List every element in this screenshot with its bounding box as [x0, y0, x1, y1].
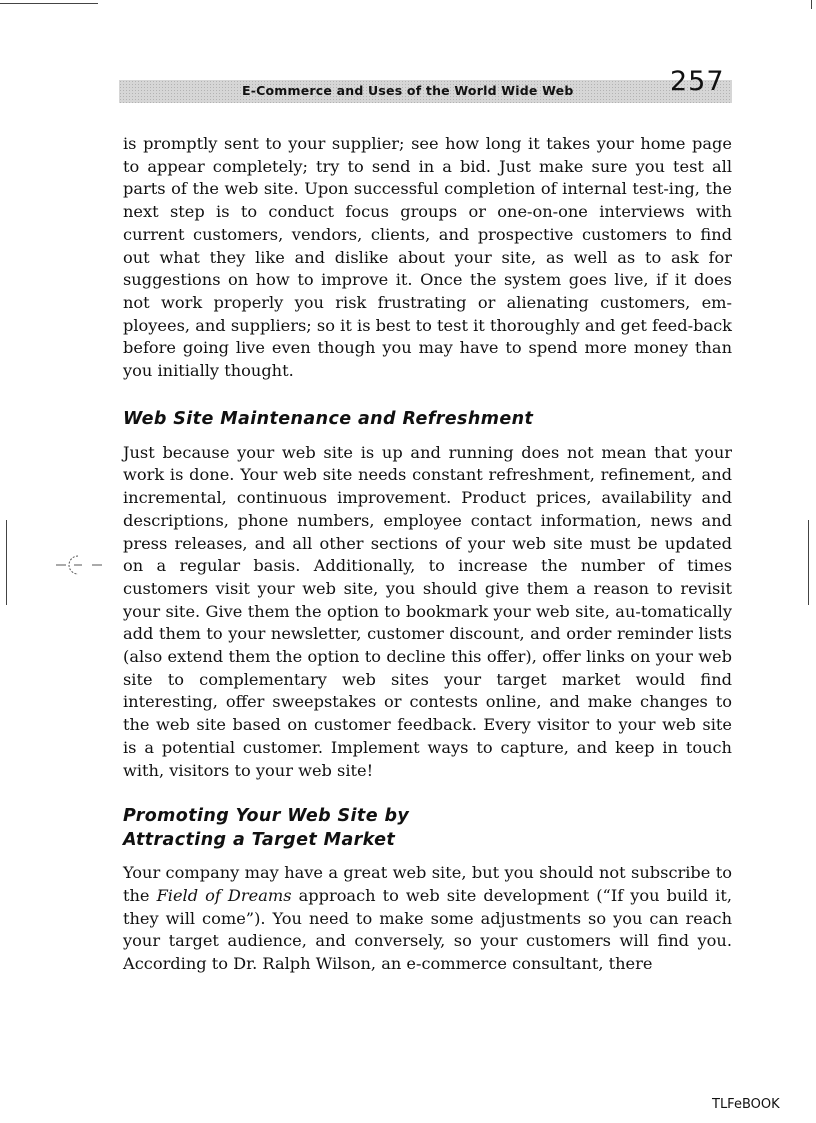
page-body [123, 133, 732, 976]
page-number: 257 [670, 66, 725, 97]
crop-mark-top-right [811, 0, 812, 9]
crop-mark-left [6, 520, 7, 605]
section-heading-promoting-line2: Attracting a Target Market [123, 830, 396, 851]
registration-mark-icon [56, 552, 104, 578]
crop-mark-right [808, 520, 809, 605]
book-title-field-of-dreams: Field of Dreams [156, 885, 292, 905]
running-head: E-Commerce and Uses of the World Wide Web [242, 83, 574, 98]
paragraph-promoting-start: Your company may have a great web site, but you should not subscribe to the [123, 863, 732, 905]
section-heading-promoting [123, 804, 732, 852]
footer-watermark: TLFeBOOK [712, 1097, 780, 1112]
crop-mark-top-left [0, 3, 98, 4]
paragraph-promoting-end: approach to web site development (“If you build it, they will come”). You need to make some adjustments so you can reach your target audience, and conversely, so your customers will find you. According to Dr. Ralph Wilson, an e-commerce consultant, there [123, 885, 732, 974]
section-heading-maintenance: Web Site Maintenance and Refreshment [123, 408, 534, 429]
paragraph-promoting [123, 862, 732, 976]
section-heading-promoting-line1: Promoting Your Web Site by [123, 806, 410, 827]
paragraph-maintenance: Just because your web site is up and running does not mean that your work is done. Your web site needs constant refreshment, refinement, and incremental, continuous improvement. Product prices, availability and descriptions, phone numbers, employee contact information, news and press releases, and all other sections of your web site must be updated on a regular basis. Additionally, to increase the number of times customers visit your web site, you should give them a reason to revisit your site. Give them the option to bookmark your web site, au-tomatically add them to your newsletter, customer discount, and order reminder lists (also extend them the option to decline this offer), offer links on your web site to complementary web sites your target market would find interesting, offer sweepstakes or contests online, and make changes to the web site based on customer feedback. Every visitor to your web site is a potential customer. Implement ways to capture, and keep in touch with, visitors to your web site! [123, 442, 732, 780]
paragraph-testing: is promptly sent to your supplier; see how long it takes your home page to appear completely; try to send in a bid. Just make sure you test all parts of the web site. Upon successful completion of internal test-ing, the next step is to conduct focus groups or one-on-one interviews with current customers, vendors, clients, and prospective customers to find out what they like and dislike about your site, as well as to ask for suggestions on how to improve it. Once the system goes live, if it does not work properly you risk frustrating or alienating customers, em-ployees, and suppliers; so it is best to test it thoroughly and get feed-back before going live even though you may have to spend more money than you initially thought. [123, 134, 732, 381]
